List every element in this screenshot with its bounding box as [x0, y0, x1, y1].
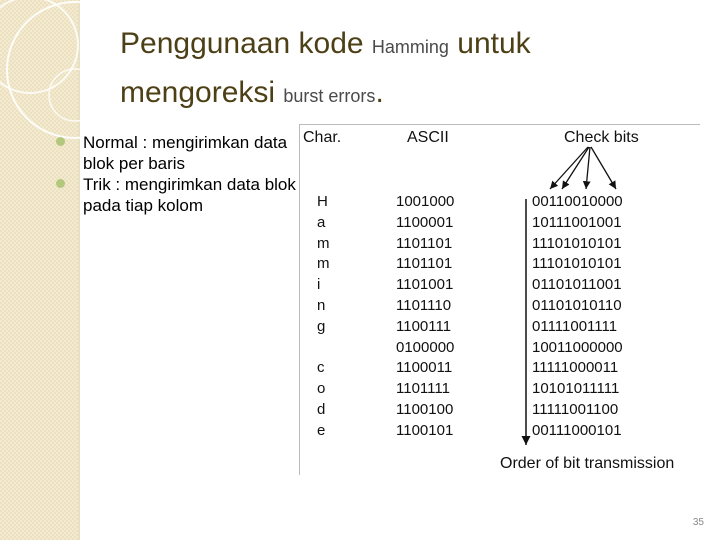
table-check-bits: 00110010000 [532, 193, 623, 210]
table-ascii: 1001000 [396, 193, 455, 210]
table-check-bits: 10011000000 [532, 338, 623, 356]
table-char: c [317, 359, 325, 377]
table-char: g [317, 317, 326, 335]
table-char: e [317, 421, 326, 439]
title-part-2: Hamming [371, 37, 449, 57]
table-char: i [317, 276, 321, 294]
bullet-dot-icon [56, 179, 65, 188]
title-part-1: Penggunaan kode [120, 27, 372, 60]
title-part-4: mengoreksi [120, 76, 284, 109]
table-check-bits: 01111001111 [532, 317, 618, 335]
table-ascii: 1101101 [396, 255, 453, 273]
table-char [317, 338, 333, 359]
table-check-bits: 11101010101 [532, 255, 622, 273]
table-ascii: 1100111 [396, 317, 452, 335]
table-ascii: 1101001 [396, 276, 454, 294]
table-ascii: 1100001 [396, 213, 454, 231]
transmission-order-label: Order of bit transmission [500, 455, 675, 472]
arrows-graphic [300, 125, 700, 475]
title-part-5: burst errors [283, 86, 376, 106]
table-char: H [317, 193, 328, 210]
table-ascii: 0100000 [396, 338, 455, 356]
bullet-text: Trik : mengirimkan data blok pada tiap kolom [83, 175, 296, 215]
table-char: m [317, 255, 330, 273]
table-check-bits: 11111000011 [532, 359, 619, 377]
check-column [532, 192, 623, 442]
slide-title [120, 22, 680, 120]
table-char: a [317, 213, 326, 231]
table-ascii: 1101101 [396, 234, 453, 252]
bullet-item [56, 174, 296, 216]
table-char: m [317, 234, 330, 252]
hamming-figure [299, 124, 700, 475]
table-check-bits: 11111001100 [532, 400, 619, 418]
table-ascii: 1101111 [396, 380, 450, 398]
table-char: d [317, 400, 326, 418]
title-part-3: untuk [448, 27, 531, 60]
char-header: Char. [303, 129, 342, 146]
table-char: n [317, 296, 326, 314]
bullet-list [56, 132, 296, 216]
table-check-bits: 11101010101 [532, 234, 622, 252]
table-ascii: 1100011 [396, 359, 453, 377]
ascii-column [396, 192, 454, 442]
bullet-dot-icon [56, 137, 65, 146]
page-number: 35 [692, 517, 704, 528]
table-ascii: 1101110 [396, 296, 452, 314]
char-column [317, 192, 333, 442]
ascii-header: ASCII [407, 129, 449, 146]
table-check-bits: 10111001001 [532, 213, 622, 231]
bullet-item [56, 132, 296, 174]
table-check-bits: 10101011111 [532, 380, 620, 398]
table-check-bits: 01101010110 [532, 296, 622, 314]
table-check-bits: 01101011001 [532, 276, 622, 294]
bullet-text: Normal : mengirimkan data blok per baris [83, 133, 288, 173]
table-check-bits: 00111000101 [532, 421, 622, 439]
table-ascii: 1100100 [396, 400, 454, 418]
table-char: o [317, 380, 326, 398]
check-bits-header: Check bits [564, 129, 639, 146]
title-part-6: . [375, 76, 384, 109]
table-ascii: 1100101 [396, 421, 454, 439]
